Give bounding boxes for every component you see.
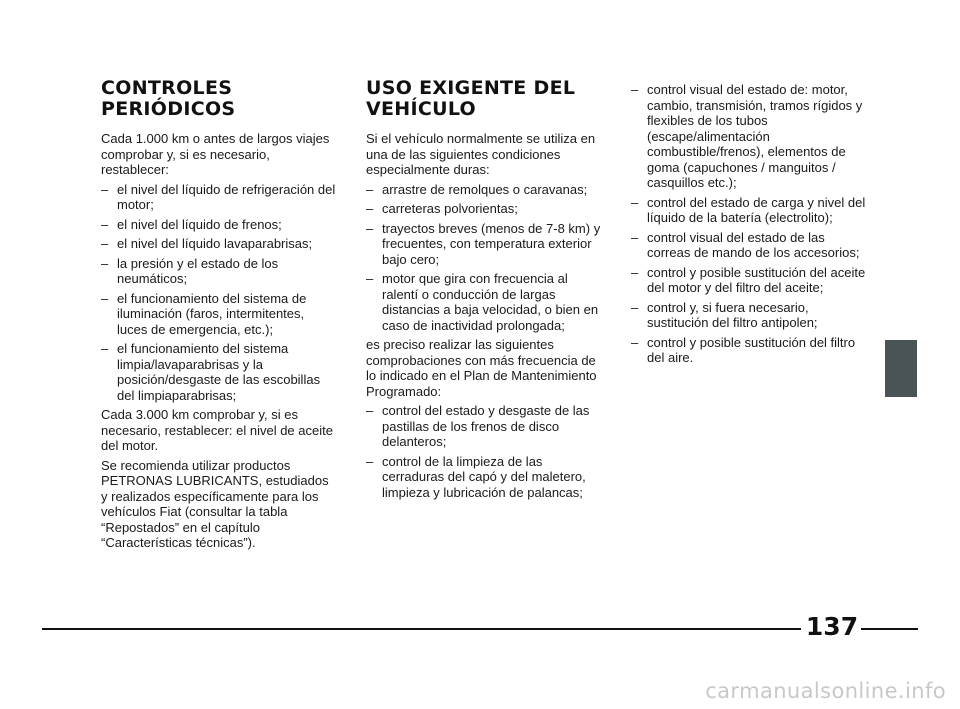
- list-item: – control visual del estado de las correas de mando de los accesorios;: [631, 230, 867, 261]
- frequent-checks-list: [366, 403, 602, 500]
- list-item: – control visual del estado de: motor, cambio, transmisión, tramos rígidos y flexibles de los tubos (escape/alimentación combustible/frenos), elementos de goma (capuchones / manguitos / casquillos etc.);: [631, 82, 867, 191]
- list-item: – el nivel del líquido de refrigeración del motor;: [101, 182, 337, 213]
- heading-uso-exigente: [366, 78, 602, 120]
- list-item: – motor que gira con frecuencia al ralentí o conducción de largas distancias a baja velocidad, o bien en caso de inactividad prolongada;: [366, 271, 602, 333]
- column-additional-checks: [631, 82, 867, 370]
- oil-check-paragraph: Cada 3.000 km comprobar y, si es necesario, restablecer: el nivel de aceite del motor.: [101, 407, 333, 453]
- list-item: – control del estado de carga y nivel del líquido de la batería (electrolito);: [631, 195, 867, 226]
- list-item: – control y, si fuera necesario, sustitución del filtro antipolen;: [631, 300, 867, 331]
- page-number: 137: [805, 612, 859, 641]
- list-item: – control de la limpieza de las cerraduras del capó y del maletero, limpieza y lubricación de palancas;: [366, 454, 602, 501]
- list-item: – carreteras polvorientas;: [366, 201, 602, 217]
- list-item: – control y posible sustitución del aceite del motor y del filtro del aceite;: [631, 265, 867, 296]
- harsh-conditions-list: [366, 182, 602, 334]
- list-item: – control y posible sustitución del filtro del aire.: [631, 335, 867, 366]
- periodic-checks-list: [101, 182, 337, 404]
- frequent-checks-paragraph: es preciso realizar las siguientes comprobaciones con más frecuencia de lo indicado en el Plan de Mantenimiento Programado:: [366, 337, 597, 399]
- additional-checks-list: [631, 82, 867, 366]
- list-item: – el funcionamiento del sistema de iluminación (faros, intermitentes, luces de emergencia, etc.);: [101, 291, 337, 338]
- list-item: – la presión y el estado de los neumáticos;: [101, 256, 337, 287]
- heading-controles-periodicos: [101, 78, 337, 120]
- periodic-intro: Cada 1.000 km o antes de largos viajes comprobar y, si es necesario, restablecer:: [101, 131, 330, 177]
- list-item: – el nivel del líquido lavaparabrisas;: [101, 236, 337, 252]
- heading-line-2: VEHÍCULO: [366, 98, 477, 120]
- column-demanding-use: [366, 78, 602, 504]
- footer-rule-right: [861, 628, 918, 630]
- list-item: – arrastre de remolques o caravanas;: [366, 182, 602, 198]
- column-periodic-checks: [101, 78, 337, 555]
- heading-line-1: USO EXIGENTE DEL: [366, 77, 576, 99]
- list-item: – el funcionamiento del sistema limpia/lavaparabrisas y la posición/desgaste de las escobillas del limpiaparabrisas;: [101, 341, 337, 403]
- watermark: carmanualsonline.info: [705, 679, 946, 703]
- heading-line-1: CONTROLES: [101, 77, 233, 99]
- list-item: – control del estado y desgaste de las pastillas de los frenos de disco delanteros;: [366, 403, 602, 450]
- section-tab-marker: [885, 340, 917, 397]
- lubricants-paragraph: Se recomienda utilizar productos PETRONAS LUBRICANTS, estudiados y realizados específicamente para los vehículos Fiat (consultar la tabla “Repostados” en el capítulo “Características técnicas”).: [101, 457, 329, 550]
- demanding-use-intro: Si el vehículo normalmente se utiliza en una de las siguientes condiciones especialmente duras:: [366, 131, 596, 177]
- heading-line-2: PERIÓDICOS: [101, 98, 236, 120]
- list-item: – trayectos breves (menos de 7-8 km) y frecuentes, con temperatura exterior bajo cero;: [366, 221, 602, 268]
- list-item: – el nivel del líquido de frenos;: [101, 217, 337, 233]
- footer-rule-left: [42, 628, 801, 630]
